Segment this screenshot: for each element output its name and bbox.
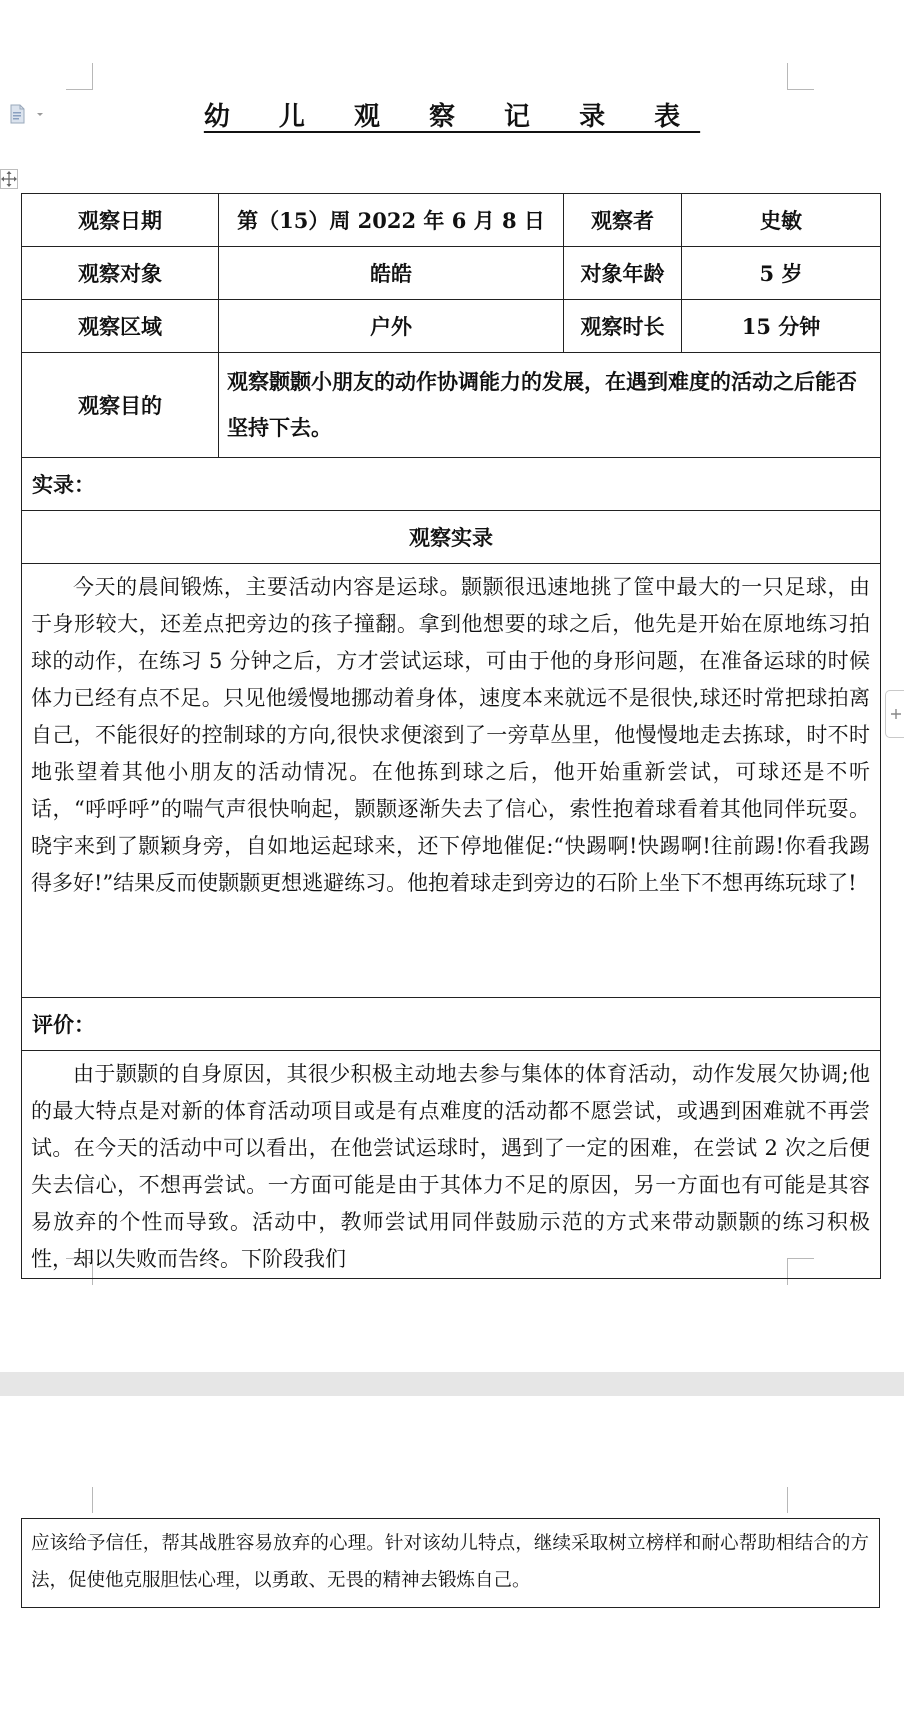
record-section-label: 实录： xyxy=(22,458,881,511)
purpose-label: 观察目的 xyxy=(22,353,219,458)
age-value[interactable]: 5 岁 xyxy=(682,247,881,300)
evaluation-text-page2[interactable]: 应该给予信任，帮其战胜容易放弃的心理。针对该幼儿特点，继续采取树立榜样和耐心帮助相结合的方法，促使他克服胆怯心理，以勇敢、无畏的精神去锻炼自己。 xyxy=(22,1519,880,1608)
table-row xyxy=(22,353,881,458)
table-row xyxy=(22,564,881,998)
title-text: 幼 儿 观 察 记 录 表 xyxy=(203,102,701,132)
date-value[interactable]: 第（15）周 2022 年 6 月 8 日 xyxy=(219,194,564,247)
area-label: 观察区域 xyxy=(22,300,219,353)
table-row xyxy=(22,1051,881,1279)
duration-value[interactable]: 15 分钟 xyxy=(682,300,881,353)
plus-icon xyxy=(886,691,904,737)
table-row xyxy=(22,300,881,353)
table-row xyxy=(22,1519,880,1608)
observation-table xyxy=(21,193,881,1279)
purpose-value[interactable]: 观察颢颢小朋友的动作协调能力的发展，在遇到难度的活动之后能否坚持下去。 xyxy=(219,353,881,458)
sidebar-expand-button[interactable] xyxy=(885,690,904,738)
age-label: 对象年龄 xyxy=(564,247,682,300)
subject-value[interactable]: 皓皓 xyxy=(219,247,564,300)
evaluation-continued-table xyxy=(21,1518,880,1608)
duration-label: 观察时长 xyxy=(564,300,682,353)
date-label: 观察日期 xyxy=(22,194,219,247)
table-row xyxy=(22,511,881,564)
crop-mark xyxy=(787,1487,814,1513)
table-row xyxy=(22,458,881,511)
table-row xyxy=(22,998,881,1051)
evaluation-section-label: 评价： xyxy=(22,998,881,1051)
subject-label: 观察对象 xyxy=(22,247,219,300)
area-value[interactable]: 户外 xyxy=(219,300,564,353)
crop-mark xyxy=(787,63,814,90)
table-row xyxy=(22,247,881,300)
record-heading: 观察实录 xyxy=(22,511,881,564)
crop-mark xyxy=(66,63,93,90)
observer-label: 观察者 xyxy=(564,194,682,247)
document-title xyxy=(0,96,904,133)
observer-value[interactable]: 史敏 xyxy=(682,194,881,247)
evaluation-text-page1[interactable]: 由于颢颢的自身原因，其很少积极主动地去参与集体的体育活动，动作发展欠协调;他的最大特点是对新的体育活动项目或是有点难度的活动都不愿尝试，或遇到困难就不再尝试。在今天的活动中可以看出，在他尝试运球时，遇到了一定的困难，在尝试 2 次之后便失去信心，不想再尝试。一方面可能是由于其体力不足的原因，另一方面也有可能是其容易放弃的个性而导致。活动中，教师尝试用同伴鼓励示范的方式来带动颢颢的练习积极性，却以失败而告终。下阶段我们 xyxy=(22,1051,881,1279)
page-separator xyxy=(0,1372,904,1396)
record-text[interactable]: 今天的晨间锻炼，主要活动内容是运球。颢颢很迅速地挑了筐中最大的一只足球，由于身形较大，还差点把旁边的孩子撞翻。拿到他想要的球之后，他先是开始在原地练习拍球的动作，在练习 5 分钟之后，方才尝试运球，可由于他的身形问题，在准备运球的时候体力已经有点不足。只见他缓慢地挪动着身体，速度本来就远不是很快,球还时常把球拍离自己，不能很好的控制球的方向,很快求便滚到了一旁草丛里，他慢慢地走去拣球，时不时地张望着其他小朋友的活动情况。在他拣到球之后，他开始重新尝试，可球还是不听话，“呼呼呼”的喘气声很快响起，颢颢逐渐失去了信心，索性抱着球看着其他同伴玩耍。晓宇来到了颢颖身旁，自如地运起球来，还下停地催促:“快踢啊!快踢啊!往前踢!你看我踢得多好!”结果反而使颢颢更想逃避练习。他抱着球走到旁边的石阶上坐下不想再练玩球了! xyxy=(22,564,881,998)
table-row xyxy=(22,194,881,247)
crop-mark xyxy=(66,1487,93,1513)
table-move-icon[interactable] xyxy=(0,168,18,190)
